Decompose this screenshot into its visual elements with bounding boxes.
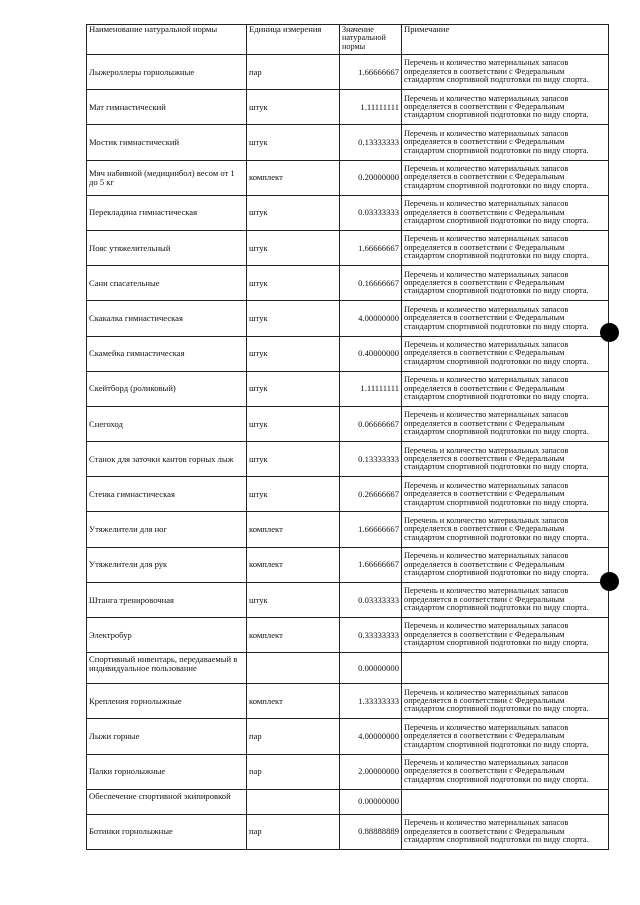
item-name-cell: Перекладина гимнастическая: [87, 195, 247, 230]
item-unit-cell: комплект: [247, 160, 340, 195]
item-unit-cell: комплект: [247, 684, 340, 719]
item-name-cell: Мяч набивной (медицинбол) весом от 1 до 5 кг: [87, 160, 247, 195]
item-name-cell: Мат гимнастический: [87, 90, 247, 125]
norms-table: [86, 24, 609, 850]
item-note-cell: Перечень и количество материальных запасов определяется в соответствии с Федеральным стандартом спортивной подготовки по виду спорта.: [402, 719, 609, 754]
item-note-cell: Перечень и количество материальных запасов определяется в соответствии с Федеральным стандартом спортивной подготовки по виду спорта.: [402, 512, 609, 547]
item-value-cell: 1.66666667: [340, 230, 402, 265]
item-name-cell: Скейтборд (роликовый): [87, 371, 247, 406]
table-row: [87, 371, 609, 406]
item-name-cell: Скакалка гимнастическая: [87, 301, 247, 336]
table-row: [87, 512, 609, 547]
item-name-cell: Ботинки горнолыжные: [87, 814, 247, 849]
item-unit-cell: [247, 789, 340, 814]
item-note-cell: Перечень и количество материальных запасов определяется в соответствии с Федеральным стандартом спортивной подготовки по виду спорта.: [402, 547, 609, 582]
item-value-cell: 0.40000000: [340, 336, 402, 371]
item-name-cell: Электробур: [87, 618, 247, 653]
item-value-cell: 0.88888889: [340, 814, 402, 849]
item-note-cell: [402, 789, 609, 814]
item-name-cell: Штанга тренировочная: [87, 582, 247, 617]
item-note-cell: Перечень и количество материальных запасов определяется в соответствии с Федеральным стандартом спортивной подготовки по виду спорта.: [402, 336, 609, 371]
item-unit-cell: штук: [247, 125, 340, 160]
item-unit-cell: штук: [247, 90, 340, 125]
item-note-cell: Перечень и количество материальных запасов определяется в соответствии с Федеральным стандартом спортивной подготовки по виду спорта.: [402, 266, 609, 301]
item-value-cell: 1.66666667: [340, 512, 402, 547]
item-name-cell: Лыжи горные: [87, 719, 247, 754]
item-unit-cell: комплект: [247, 512, 340, 547]
item-name-cell: Утяжелители для рук: [87, 547, 247, 582]
item-name-cell: Снегоход: [87, 406, 247, 441]
item-value-cell: 0.33333333: [340, 618, 402, 653]
table-row: [87, 406, 609, 441]
item-note-cell: [402, 653, 609, 684]
item-value-cell: 1.33333333: [340, 684, 402, 719]
table-row: [87, 160, 609, 195]
item-note-cell: Перечень и количество материальных запасов определяется в соответствии с Федеральным стандартом спортивной подготовки по виду спорта.: [402, 754, 609, 789]
item-value-cell: 4.00000000: [340, 301, 402, 336]
item-name-cell: Спортивный инвентарь, передаваемый в индивидуальное пользование: [87, 653, 247, 684]
table-row: [87, 442, 609, 477]
item-note-cell: Перечень и количество материальных запасов определяется в соответствии с Федеральным стандартом спортивной подготовки по виду спорта.: [402, 195, 609, 230]
table-row: [87, 547, 609, 582]
item-name-cell: Крепления горнолыжные: [87, 684, 247, 719]
item-note-cell: Перечень и количество материальных запасов определяется в соответствии с Федеральным стандартом спортивной подготовки по виду спорта.: [402, 618, 609, 653]
item-note-cell: Перечень и количество материальных запасов определяется в соответствии с Федеральным стандартом спортивной подготовки по виду спорта.: [402, 684, 609, 719]
table-row: [87, 266, 609, 301]
item-value-cell: 0.03333333: [340, 582, 402, 617]
table-row: [87, 719, 609, 754]
table-row: [87, 754, 609, 789]
item-name-cell: Лыжероллеры горнолыжные: [87, 55, 247, 90]
item-unit-cell: штук: [247, 371, 340, 406]
item-value-cell: 1.66666667: [340, 547, 402, 582]
table-row: [87, 814, 609, 849]
header-note: Примечание: [402, 25, 609, 55]
table-row: [87, 618, 609, 653]
header-value: Значение натуральной нормы: [340, 25, 402, 55]
table-row: [87, 230, 609, 265]
section-row: [87, 653, 609, 684]
table-body: [87, 55, 609, 850]
section-row: [87, 789, 609, 814]
item-unit-cell: штук: [247, 266, 340, 301]
table-row: [87, 125, 609, 160]
item-name-cell: Утяжелители для ног: [87, 512, 247, 547]
item-note-cell: Перечень и количество материальных запасов определяется в соответствии с Федеральным стандартом спортивной подготовки по виду спорта.: [402, 582, 609, 617]
item-name-cell: Мостик гимнастический: [87, 125, 247, 160]
item-unit-cell: комплект: [247, 547, 340, 582]
item-unit-cell: пар: [247, 754, 340, 789]
item-value-cell: 0.00000000: [340, 653, 402, 684]
item-unit-cell: [247, 653, 340, 684]
item-name-cell: Стенка гимнастическая: [87, 477, 247, 512]
table-row: [87, 195, 609, 230]
item-note-cell: Перечень и количество материальных запасов определяется в соответствии с Федеральным стандартом спортивной подготовки по виду спорта.: [402, 55, 609, 90]
table-row: [87, 301, 609, 336]
item-name-cell: Пояс утяжелительный: [87, 230, 247, 265]
item-value-cell: 0.13333333: [340, 442, 402, 477]
item-unit-cell: штук: [247, 406, 340, 441]
item-note-cell: Перечень и количество материальных запасов определяется в соответствии с Федеральным стандартом спортивной подготовки по виду спорта.: [402, 371, 609, 406]
item-note-cell: Перечень и количество материальных запасов определяется в соответствии с Федеральным стандартом спортивной подготовки по виду спорта.: [402, 230, 609, 265]
item-note-cell: Перечень и количество материальных запасов определяется в соответствии с Федеральным стандартом спортивной подготовки по виду спорта.: [402, 477, 609, 512]
header-name: Наименование натуральной нормы: [87, 25, 247, 55]
table-row: [87, 582, 609, 617]
item-unit-cell: штук: [247, 301, 340, 336]
item-value-cell: 0.00000000: [340, 789, 402, 814]
item-value-cell: 0.03333333: [340, 195, 402, 230]
item-value-cell: 0.20000000: [340, 160, 402, 195]
item-value-cell: 1.11111111: [340, 90, 402, 125]
header-unit: Единица измерения: [247, 25, 340, 55]
binder-hole-top: [600, 323, 619, 342]
table-row: [87, 477, 609, 512]
item-name-cell: Палки горнолыжные: [87, 754, 247, 789]
item-unit-cell: штук: [247, 582, 340, 617]
item-name-cell: Обеспечение спортивной экипировкой: [87, 789, 247, 814]
binder-hole-bottom: [600, 572, 619, 591]
item-unit-cell: штук: [247, 230, 340, 265]
item-name-cell: Сани спасательные: [87, 266, 247, 301]
item-value-cell: 2.00000000: [340, 754, 402, 789]
item-name-cell: Скамейка гимнастическая: [87, 336, 247, 371]
item-unit-cell: штук: [247, 336, 340, 371]
item-note-cell: Перечень и количество материальных запасов определяется в соответствии с Федеральным стандартом спортивной подготовки по виду спорта.: [402, 442, 609, 477]
item-note-cell: Перечень и количество материальных запасов определяется в соответствии с Федеральным стандартом спортивной подготовки по виду спорта.: [402, 125, 609, 160]
item-note-cell: Перечень и количество материальных запасов определяется в соответствии с Федеральным стандартом спортивной подготовки по виду спорта.: [402, 160, 609, 195]
item-note-cell: Перечень и количество материальных запасов определяется в соответствии с Федеральным стандартом спортивной подготовки по виду спорта.: [402, 406, 609, 441]
item-note-cell: Перечень и количество материальных запасов определяется в соответствии с Федеральным стандартом спортивной подготовки по виду спорта.: [402, 90, 609, 125]
item-unit-cell: пар: [247, 719, 340, 754]
table-row: [87, 336, 609, 371]
item-note-cell: Перечень и количество материальных запасов определяется в соответствии с Федеральным стандартом спортивной подготовки по виду спорта.: [402, 301, 609, 336]
item-unit-cell: штук: [247, 442, 340, 477]
item-unit-cell: штук: [247, 477, 340, 512]
item-value-cell: 1.66666667: [340, 55, 402, 90]
item-value-cell: 1.11111111: [340, 371, 402, 406]
item-value-cell: 0.13333333: [340, 125, 402, 160]
item-unit-cell: пар: [247, 55, 340, 90]
item-value-cell: 0.06666667: [340, 406, 402, 441]
table-row: [87, 55, 609, 90]
table-header: [87, 25, 609, 55]
item-name-cell: Станок для заточки кантов горных лыж: [87, 442, 247, 477]
item-value-cell: 0.26666667: [340, 477, 402, 512]
table-row: [87, 684, 609, 719]
item-note-cell: Перечень и количество материальных запасов определяется в соответствии с Федеральным стандартом спортивной подготовки по виду спорта.: [402, 814, 609, 849]
item-unit-cell: комплект: [247, 618, 340, 653]
table-row: [87, 90, 609, 125]
item-value-cell: 0.16666667: [340, 266, 402, 301]
item-unit-cell: пар: [247, 814, 340, 849]
item-unit-cell: штук: [247, 195, 340, 230]
item-value-cell: 4.00000000: [340, 719, 402, 754]
